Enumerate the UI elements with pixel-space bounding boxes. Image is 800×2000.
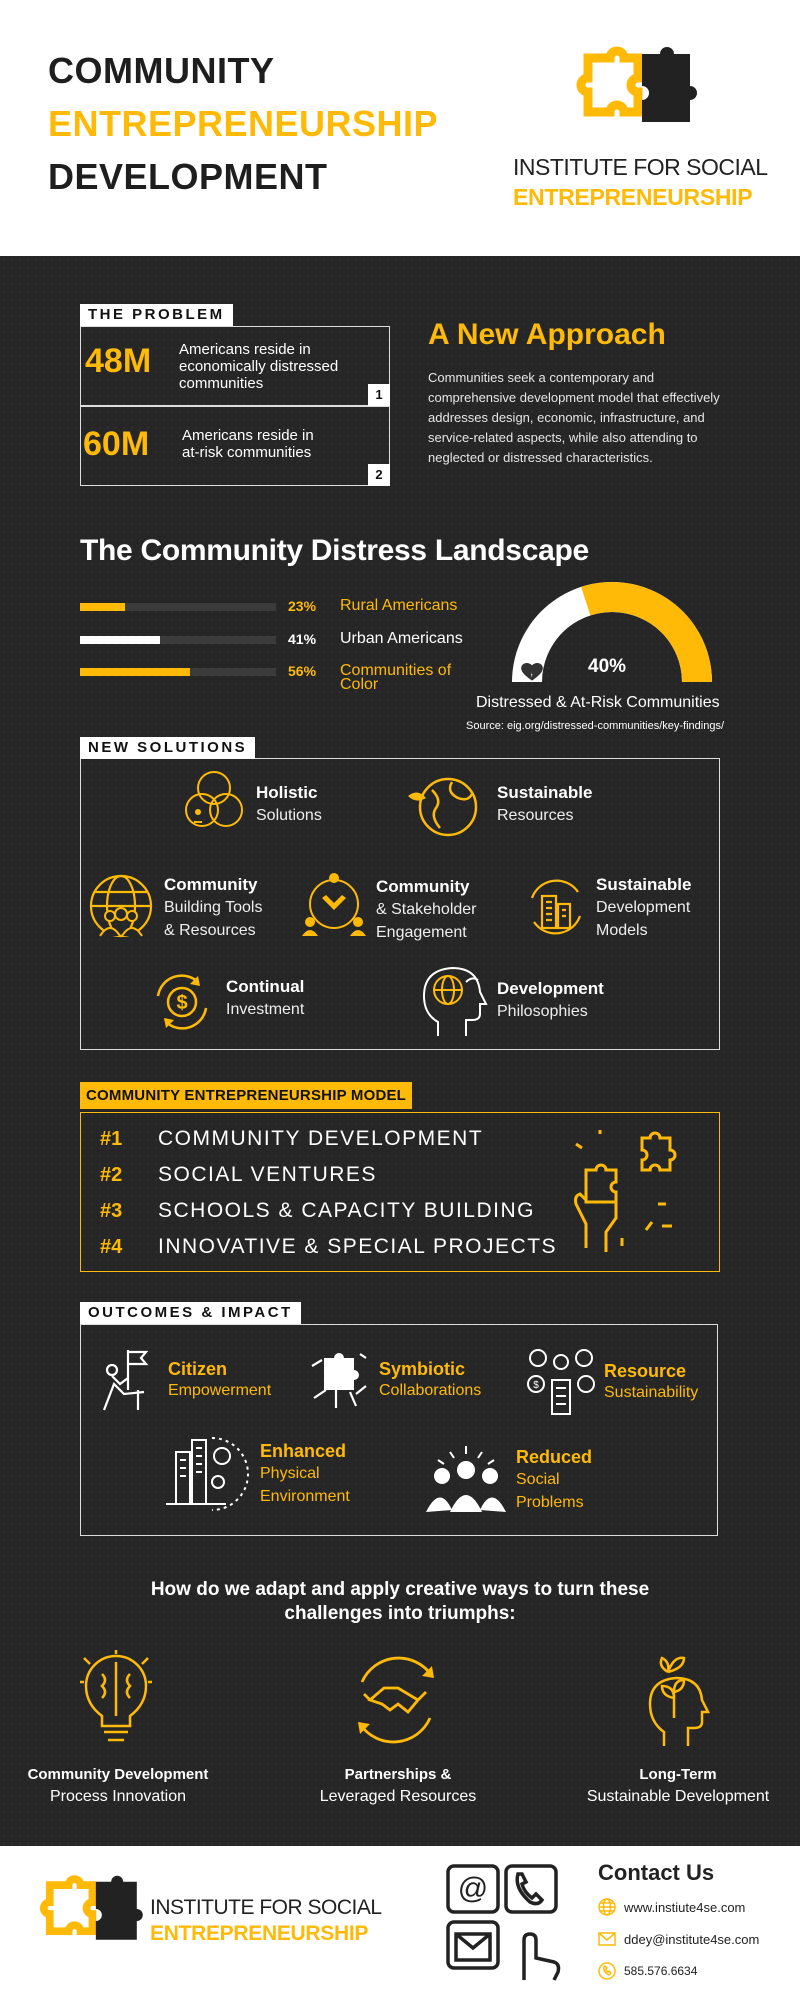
group-people-icon [426, 1444, 506, 1514]
svg-text:$: $ [176, 992, 188, 1014]
bar-fill [80, 668, 190, 676]
solution-sub: Solutions [256, 807, 322, 824]
dollar-cycle-icon [150, 970, 214, 1034]
problem-label: THE PROBLEM [80, 304, 233, 326]
question-title [60, 1578, 740, 1626]
bar-track-color [80, 668, 276, 676]
triumph-title: Community Development [27, 1766, 209, 1783]
stat-index: 2 [368, 464, 390, 486]
question-line-1: How do we adapt and apply creative ways to turn these [150, 1579, 650, 1600]
model-number: #4 [100, 1236, 123, 1258]
stat-text: economically distressed [179, 358, 339, 375]
stat-number: 60M [83, 425, 150, 463]
lightbulb-brain-icon [80, 1650, 152, 1746]
solution-title: Sustainable [596, 875, 692, 894]
stat-number: 48M [85, 342, 152, 380]
bar-percent: 41% [288, 631, 317, 647]
triumph-sub: Sustainable Development [586, 1788, 770, 1805]
bar-label: Urban Americans [340, 630, 463, 647]
stat-text: Americans reside in [179, 341, 311, 358]
approach-body: Communities seek a contemporary and comprehensive development model that effectively addresses design, economic, infrastructure, and service-related aspects, while also attending to neglected or distressed characteristics. [428, 370, 720, 465]
title-line-2: ENTREPRENEURSHIP [48, 103, 439, 144]
solution-sub: Investment [226, 1001, 305, 1018]
bar-track-urban [80, 636, 276, 644]
triumph-title: Long-Term [639, 1766, 717, 1783]
phone-icon [598, 1962, 616, 1980]
footer-logo-line2: ENTREPRENEURSHIP [150, 1922, 369, 1945]
climb-flag-icon [98, 1348, 158, 1412]
outcome-title: Reduced [516, 1447, 593, 1467]
triumph-title: Partnerships & [344, 1766, 452, 1783]
outcome-sub: Collaborations [379, 1382, 482, 1399]
globe-people-icon [86, 874, 156, 940]
stat-text: Americans reside in [182, 427, 314, 444]
bar-label: Rural Americans [340, 597, 458, 614]
model-number: #1 [100, 1128, 123, 1150]
solution-title: Continual [226, 977, 305, 996]
logo-text-line1: INSTITUTE FOR SOCIAL [513, 154, 768, 180]
bar-percent: 23% [288, 598, 317, 614]
bar-track-rural [80, 603, 276, 611]
contact-website[interactable]: www.instiute4se.com [624, 1900, 746, 1915]
buildings-cycle-icon [524, 876, 588, 938]
triumph-sub: Leveraged Resources [319, 1788, 477, 1805]
solution-title: Sustainable [497, 783, 593, 802]
solution-sub: & Resources [164, 922, 256, 939]
globe-icon [598, 1898, 616, 1916]
stat-index: 1 [368, 384, 390, 406]
model-number: #2 [100, 1164, 123, 1186]
triumph-sub: Process Innovation [49, 1788, 187, 1805]
model-item: COMMUNITY DEVELOPMENT [158, 1127, 484, 1150]
stat-text: at-risk communities [182, 444, 312, 461]
model-item: INNOVATIVE & SPECIAL PROJECTS [158, 1235, 558, 1258]
svg-text:@: @ [457, 1872, 489, 1905]
outcome-sub: Empowerment [168, 1382, 272, 1399]
model-label: COMMUNITY ENTREPRENEURSHIP MODEL [80, 1082, 412, 1109]
team-hands-icon [302, 872, 366, 938]
bar-label: Communities of [340, 662, 452, 679]
outcomes-label: OUTCOMES & IMPACT [80, 1302, 301, 1324]
resource-network-icon [526, 1348, 596, 1416]
outcome-title: Enhanced [260, 1441, 347, 1461]
stat-text: communities [179, 375, 264, 392]
solution-title: Holistic [256, 783, 318, 802]
bar-fill [80, 636, 160, 644]
outcome-title: Citizen [168, 1359, 228, 1379]
solution-title: Community [164, 875, 258, 894]
contact-email[interactable]: ddey@institute4se.com [624, 1932, 760, 1947]
outcome-title: Symbiotic [379, 1359, 466, 1379]
globe-leaf-icon [406, 776, 486, 838]
email-icon [598, 1932, 616, 1946]
svg-text:$: $ [533, 1380, 539, 1391]
outcome-sub: Social [516, 1471, 560, 1488]
landscape-title: The Community Distress Landscape [80, 534, 589, 567]
logo-text-line2: ENTREPRENEURSHIP [513, 184, 753, 210]
header [0, 0, 800, 256]
bar-label: Color [340, 676, 379, 693]
footer-logo-line1: INSTITUTE FOR SOCIAL [150, 1896, 382, 1919]
contact-devices-icon [444, 1862, 566, 1982]
bar-percent: 56% [288, 663, 317, 679]
contact-phone[interactable]: 585.576.6634 [624, 1964, 698, 1978]
title-line-1: COMMUNITY [48, 50, 275, 91]
gauge-caption: Distressed & At-Risk Communities [476, 694, 720, 711]
venn-people-icon [182, 770, 246, 836]
outcome-sub: Environment [260, 1488, 350, 1505]
solution-sub: Models [596, 922, 648, 939]
bar-fill [80, 603, 125, 611]
outcome-sub: Physical [260, 1465, 320, 1482]
model-item: SCHOOLS & CAPACITY BUILDING [158, 1199, 535, 1222]
solution-sub: Development [596, 899, 691, 916]
hand-puzzle-icon [572, 1130, 682, 1254]
solution-sub: Building Tools [164, 899, 263, 916]
head-globe-icon [420, 964, 488, 1038]
model-item: SOCIAL VENTURES [158, 1163, 377, 1186]
head-plant-icon [642, 1654, 712, 1748]
solution-sub: Engagement [376, 924, 467, 941]
solution-sub: Resources [497, 807, 574, 824]
puzzle-logo-icon [48, 1880, 142, 1944]
solution-title: Community [376, 877, 470, 896]
puzzle-logo-icon [586, 52, 696, 127]
outcome-sub: Problems [516, 1494, 584, 1511]
model-number: #3 [100, 1200, 123, 1222]
solution-sub: & Stakeholder [376, 901, 477, 918]
puzzle-hands-icon [310, 1346, 370, 1410]
approach-title: A New Approach [428, 318, 666, 351]
handshake-icon [348, 1652, 444, 1748]
contact-title: Contact Us [598, 1860, 715, 1885]
source-note: Source: eig.org/distressed-communities/key-findings/ [466, 720, 725, 732]
question-line-2: challenges into triumphs: [284, 1603, 516, 1624]
outcome-sub: Sustainability [604, 1384, 699, 1401]
outcome-title: Resource [604, 1361, 687, 1381]
solution-sub: Philosophies [497, 1003, 588, 1020]
solution-title: Development [497, 979, 604, 998]
gauge-value: 40% [588, 656, 627, 677]
solutions-label: NEW SOLUTIONS [80, 737, 255, 759]
city-gear-icon [162, 1432, 252, 1514]
title-line-3: DEVELOPMENT [48, 156, 328, 197]
